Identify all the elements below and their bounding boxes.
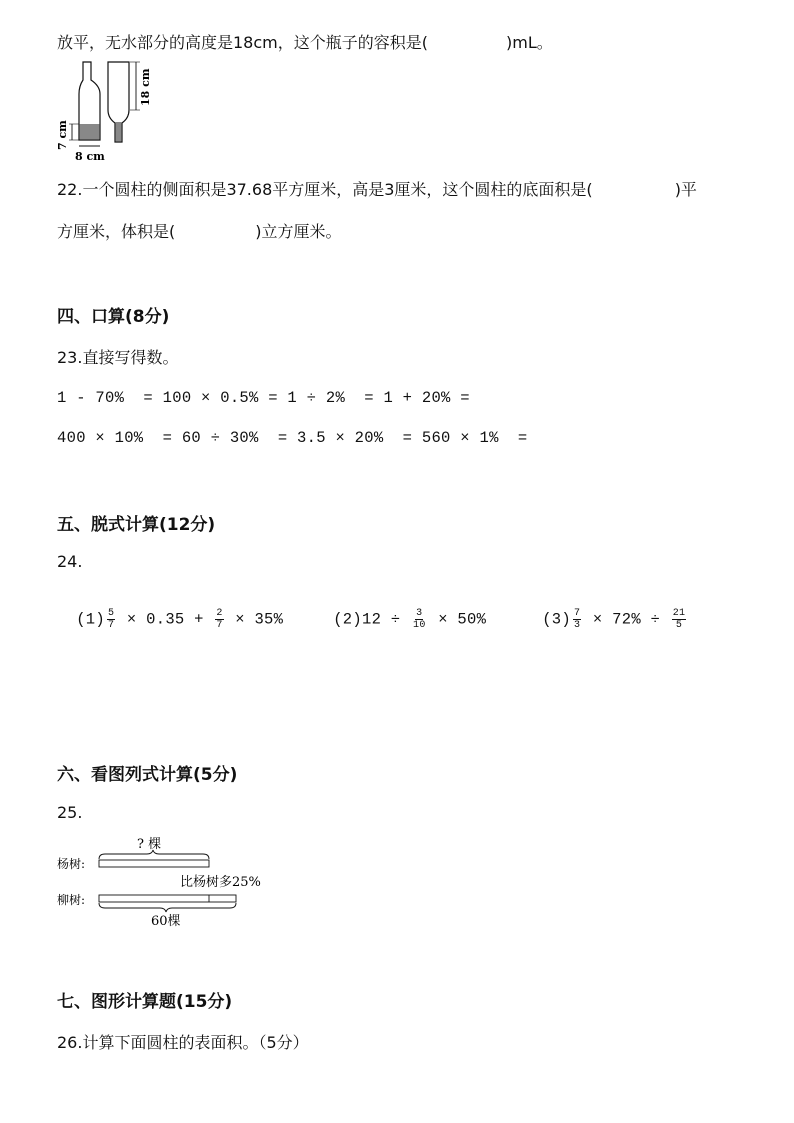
bottom-brace — [99, 903, 236, 912]
q24-p1-fraction-2: $\frac{2}{7}$ — [216, 608, 223, 631]
label-18cm: 18 cm — [139, 68, 152, 106]
q24-p3-mid: × 72% ÷ — [583, 610, 670, 629]
q23-row1: 1 - 70% = 100 × 0.5% = 1 ÷ 2% = 1 + 20% = — [57, 389, 470, 407]
q24-p1-label: (1) — [76, 610, 106, 629]
q24-p3-label: (3) — [542, 610, 572, 629]
q22-text-3: 方厘米，体积是( — [57, 222, 176, 241]
q24-p3-fraction-1: $\frac{7}{3}$ — [574, 608, 581, 631]
unknown-count-label: ? 棵 — [137, 837, 162, 852]
section7-heading: 七、图形计算题(15分) — [57, 992, 233, 1012]
q23-row2: 400 × 10% = 60 ÷ 30% = 3.5 × 20% = 560 × 1% = — [57, 429, 528, 447]
q21-text-before: 放平，无水部分的高度是18cm，这个瓶子的容积是( — [57, 33, 428, 52]
q24-problem-2 — [314, 590, 486, 631]
q24-p2-label: (2)12 ÷ — [333, 610, 411, 629]
q24-p1-mid: × 0.35 + — [117, 610, 214, 629]
q22-text-1: 22.一个圆柱的侧面积是37.68平方厘米，高是3厘米，这个圆柱的底面积是( — [57, 180, 593, 199]
willow-label: 柳树: — [57, 893, 86, 907]
tree-comparison-diagram — [55, 832, 295, 932]
more-than-poplar-label: 比杨树多25% — [180, 875, 261, 890]
q21-text-after: )mL。 — [506, 33, 553, 52]
section4-heading: 四、口算(8分) — [57, 307, 170, 327]
q22-text-4: )立方厘米。 — [255, 222, 342, 241]
inverted-bottle-water — [116, 122, 122, 141]
q23-title: 23.直接写得数。 — [57, 348, 179, 367]
q25-title: 25. — [57, 803, 83, 822]
label-8cm: 8 cm — [75, 150, 105, 163]
q24-p1-fraction-1: $\frac{5}{7}$ — [108, 608, 115, 631]
q24-title: 24. — [57, 552, 83, 571]
q24-problem-3 — [523, 590, 688, 631]
poplar-bar — [99, 860, 209, 867]
q22-text-2: )平 — [674, 180, 697, 199]
q24-p3-fraction-2: $\frac{21}{5}$ — [672, 608, 686, 631]
q21-text-line — [57, 30, 553, 53]
q24-problem-1 — [57, 590, 283, 631]
top-brace — [99, 850, 209, 859]
willow-bar — [99, 895, 236, 902]
q22-line2 — [57, 219, 342, 242]
q24-p2-end: × 50% — [428, 610, 487, 629]
upright-bottle-water — [80, 124, 100, 139]
section5-heading: 五、脱式计算(12分) — [57, 515, 216, 535]
bottle-figure — [52, 58, 172, 166]
q24-p2-fraction-1: $\frac{3}{10}$ — [413, 608, 426, 631]
q22-line1 — [57, 177, 697, 200]
section6-heading: 六、看图列式计算(5分) — [57, 765, 238, 785]
willow-total-label: 60棵 — [151, 914, 181, 929]
q24-p1-end: × 35% — [225, 610, 284, 629]
poplar-label: 杨树: — [57, 857, 86, 871]
q26-title: 26.计算下面圆柱的表面积。（5分） — [57, 1033, 309, 1052]
label-7cm: 7 cm — [56, 120, 69, 150]
